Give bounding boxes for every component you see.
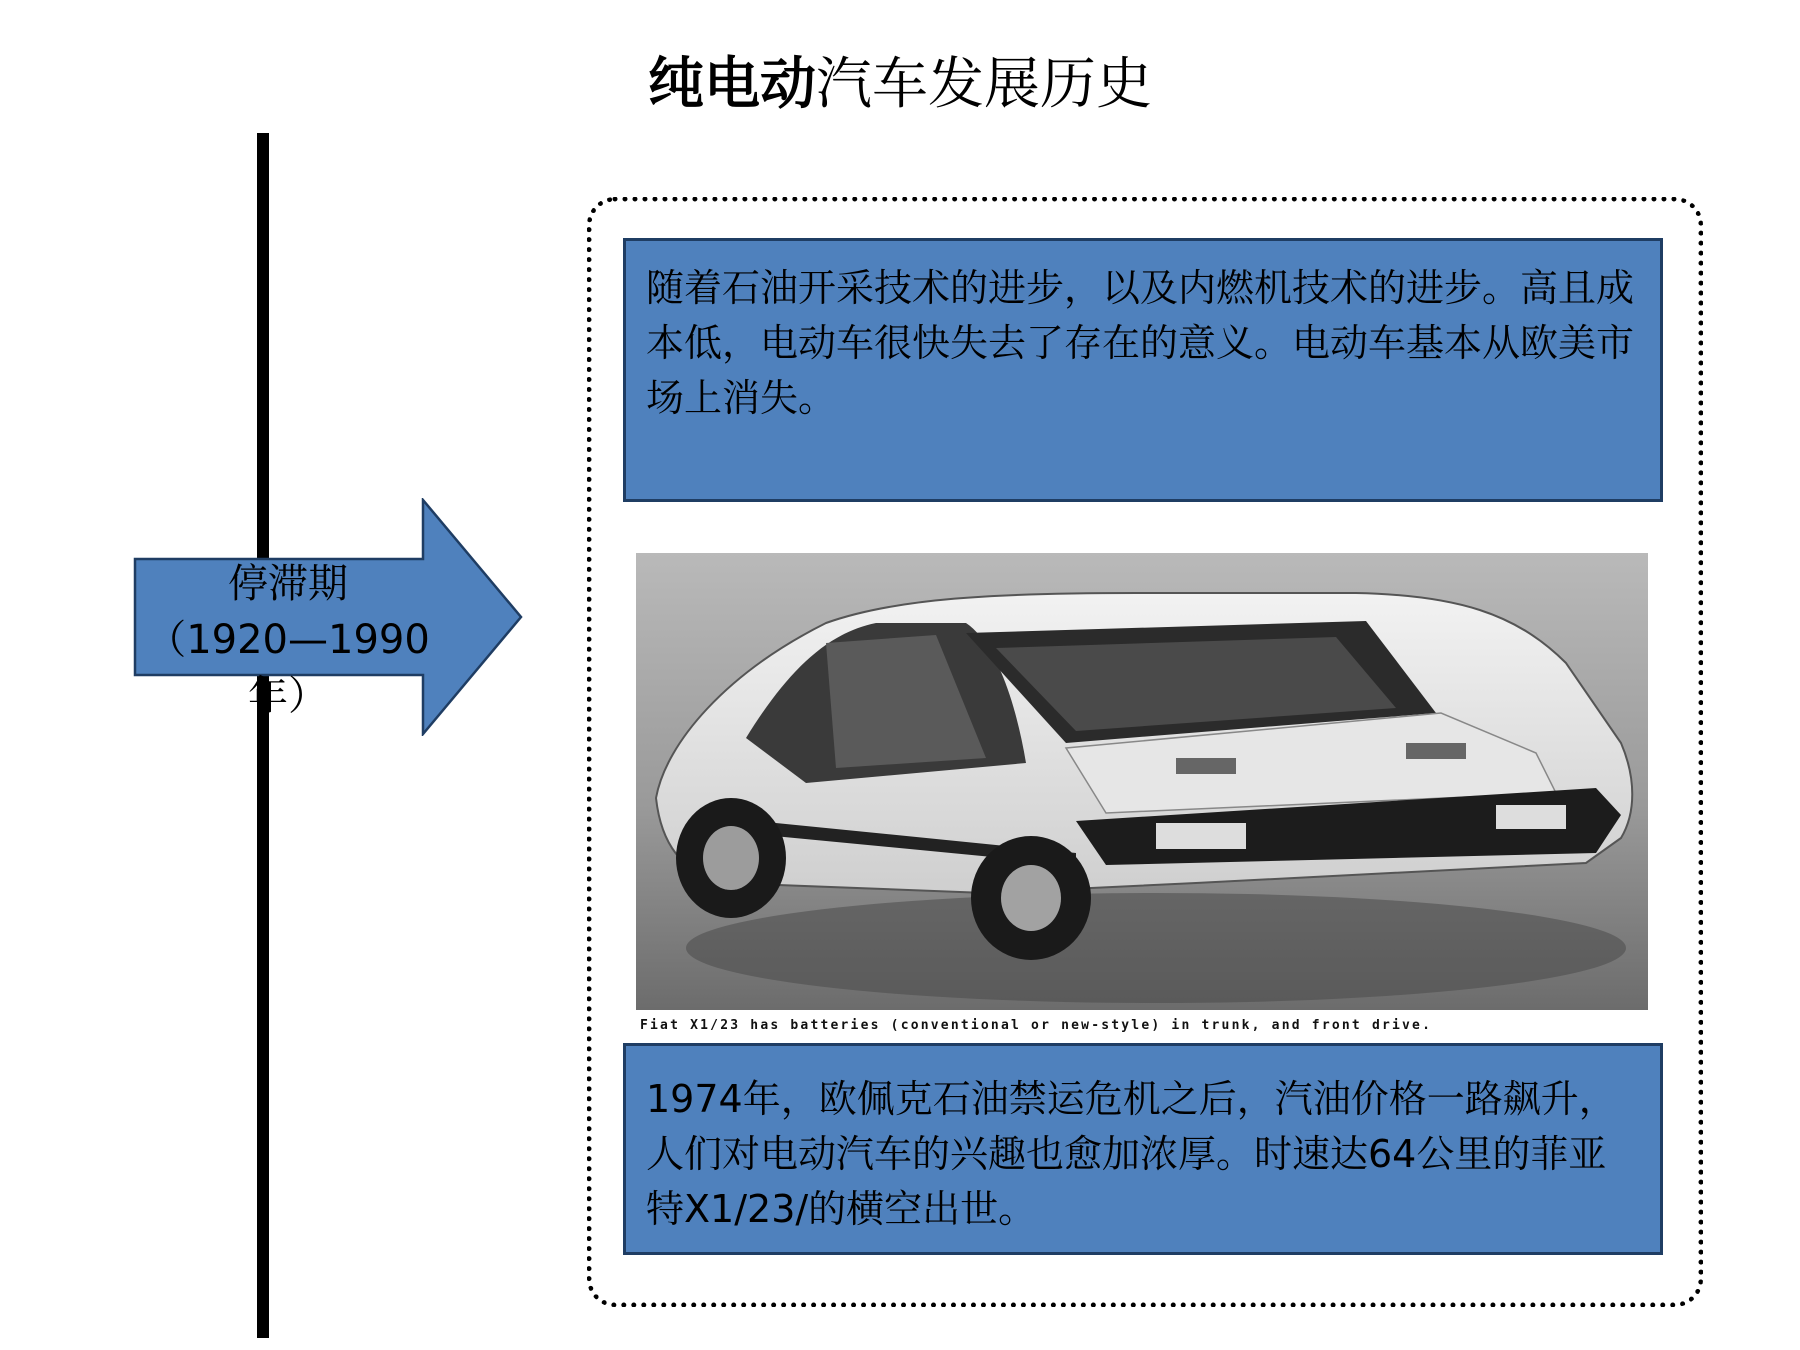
decline-text: 随着石油开采技术的进步，以及内燃机技术的进步。高且成本低，电动车很快失去了存在的意义。电动车基本从欧美市场上消失。 — [646, 266, 1635, 420]
revival-text: 1974年，欧佩克石油禁运危机之后，汽油价格一路飙升，人们对电动汽车的兴趣也愈加浓厚。时速达64公里的菲亚特X1/23/的横空出世。 — [646, 1077, 1617, 1231]
decline-text-box — [623, 238, 1663, 502]
period-label: 停滞期 — [228, 561, 348, 607]
period-text — [133, 556, 443, 724]
period-range: （1920—1990年） — [146, 617, 430, 719]
period-arrow — [133, 498, 525, 736]
page-title — [0, 40, 1800, 120]
car-illustration — [636, 553, 1648, 1010]
revival-text-box — [623, 1043, 1663, 1255]
photo-caption: Fiat X1/23 has batteries (conventional or new-style) in trunk, and front drive. — [640, 1018, 1433, 1033]
fiat-x1-23-photo — [636, 553, 1648, 1010]
title-bold-part: 纯电动 — [648, 52, 816, 117]
title-normal-part: 汽车发展历史 — [816, 52, 1152, 117]
